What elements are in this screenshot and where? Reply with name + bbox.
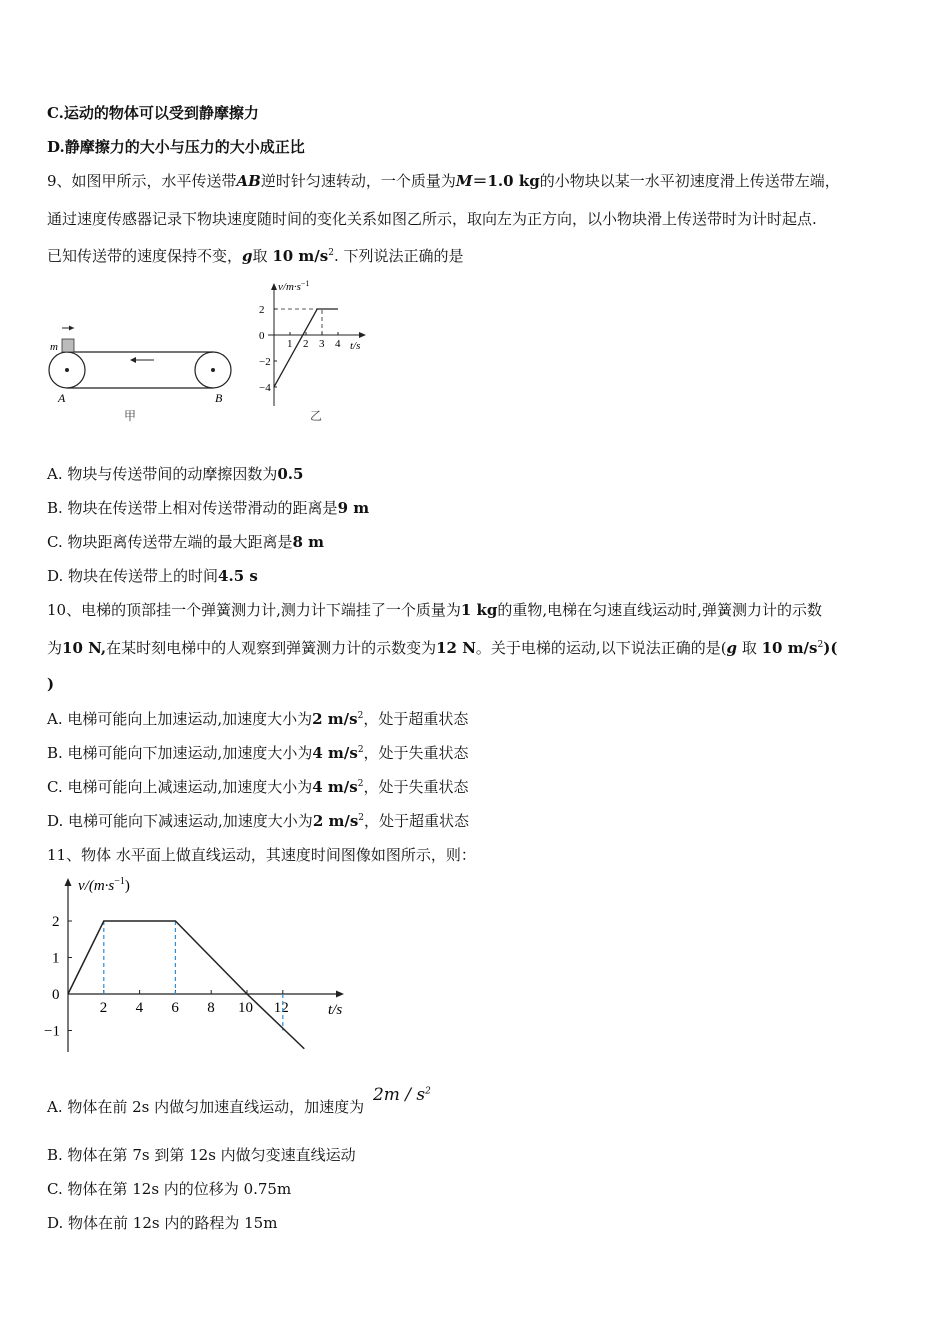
label-a: A	[58, 391, 66, 405]
conveyor-figure	[40, 318, 240, 428]
q11-stem: 11、物体 水平面上做直线运动，其速度时间图像如图所示，则：	[47, 846, 476, 864]
x-tick-label: 4	[135, 1000, 144, 1016]
y-tick-label: 1	[52, 950, 60, 967]
q10-option-b[interactable]: B. 电梯可能向下加速运动,加速度大小为4 $m/s^2$，处于失重状态	[47, 744, 469, 762]
q10-option-a[interactable]: A. 电梯可能向上加速运动,加速度大小为2 $m/s^2$，处于超重状态	[47, 710, 469, 728]
q9-option-a[interactable]: A. 物块与传送带间的动摩擦因数为0.5	[47, 465, 304, 483]
x-tick-label: 6	[171, 1000, 179, 1016]
acceleration-formula: $2m / s^2$	[372, 1085, 431, 1105]
vt-graph-yi	[250, 278, 380, 428]
q10-option-c[interactable]: C. 电梯可能向上减速运动,加速度大小为4 $m/s^2$，处于失重状态	[47, 778, 469, 796]
x-tick-label: 10	[238, 1000, 253, 1016]
q9-option-b[interactable]: B. 物块在传送带上相对传送带滑动的距离是9 m	[47, 499, 370, 517]
q11-option-c[interactable]: C. 物体在第 12s 内的位移为 0.75m	[47, 1180, 292, 1198]
option-c-prev: C.运动的物体可以受到静摩擦力	[47, 104, 259, 122]
y-tick-label: 2	[52, 914, 60, 930]
x-tick-label: 12	[273, 1000, 289, 1016]
q11-option-b[interactable]: B. 物体在第 7s 到第 12s 内做匀变速直线运动	[47, 1146, 356, 1164]
q9-stem-line1: 9、如图甲所示，水平传送带AB逆时针匀速转动，一个质量为M＝1.0 kg的小物块以某一水平初速度滑上传送带左端，	[47, 172, 840, 190]
y-tick-label: 0	[259, 330, 265, 342]
q10-stem-line3: )	[47, 675, 55, 693]
y-tick-label: 0	[52, 987, 60, 1003]
q10-stem-line2: 为10 N,在某时刻电梯中的人观察到弹簧测力计的示数变为12 N。关于电梯的运动,以下说法正确的是(g 取 10 $m/s^2$)(	[47, 639, 838, 657]
q11-option-a[interactable]: A. 物体在前 2s 内做匀加速直线运动，加速度为 $2m / s^2$	[47, 1085, 431, 1116]
vt-graph-q11	[40, 872, 360, 1057]
y-axis-label: $v/m\cdot s^{-1}$	[278, 279, 310, 293]
x-tick-label: 1	[287, 338, 293, 350]
y-tick-label: 2	[259, 304, 265, 316]
x-tick-label: 3	[319, 338, 325, 350]
y-tick-label: −2	[259, 356, 271, 368]
q11-option-d[interactable]: D. 物体在前 12s 内的路程为 15m	[47, 1214, 278, 1232]
x-axis-label: t/s	[328, 1002, 343, 1018]
option-d-prev: D.静摩擦力的大小与压力的大小成正比	[47, 138, 305, 156]
y-axis-label: $v/(m\cdot s^{-1})$	[78, 876, 130, 894]
q9-option-c[interactable]: C. 物块距离传送带左端的最大距离是8 m	[47, 533, 325, 551]
label-m: m	[50, 341, 58, 353]
x-tick-label: 2	[303, 338, 309, 350]
q10-stem-line1: 10、电梯的顶部挂一个弹簧测力计,测力计下端挂了一个质量为1 kg的重物,电梯在匀速直线运动时,弹簧测力计的示数	[47, 601, 822, 619]
block	[62, 339, 74, 352]
caption-yi: 乙	[310, 409, 323, 423]
x-axis-label: t/s	[350, 340, 361, 352]
x-tick-label: 8	[207, 1000, 215, 1016]
q10-option-d[interactable]: D. 电梯可能向下减速运动,加速度大小为2 $m/s^2$，处于超重状态	[47, 812, 470, 830]
label-b: B	[215, 391, 223, 405]
q9-option-d[interactable]: D. 物块在传送带上的时间4.5 s	[47, 567, 258, 585]
y-tick-label: −1	[44, 1023, 60, 1040]
q9-stem-line2: 通过速度传感器记录下物块速度随时间的变化关系如图乙所示，取向左为正方向，以小物块滑上传送带时为计时起点.	[47, 210, 817, 228]
x-tick-label: 4	[335, 338, 341, 350]
q9-stem-line3: 已知传送带的速度保持不变，g取 10 $m/s^2$. 下列说法正确的是	[47, 247, 464, 265]
caption-jia: 甲	[124, 409, 137, 423]
x-tick-label: 2	[99, 1000, 108, 1016]
y-tick-label: −4	[259, 382, 271, 394]
